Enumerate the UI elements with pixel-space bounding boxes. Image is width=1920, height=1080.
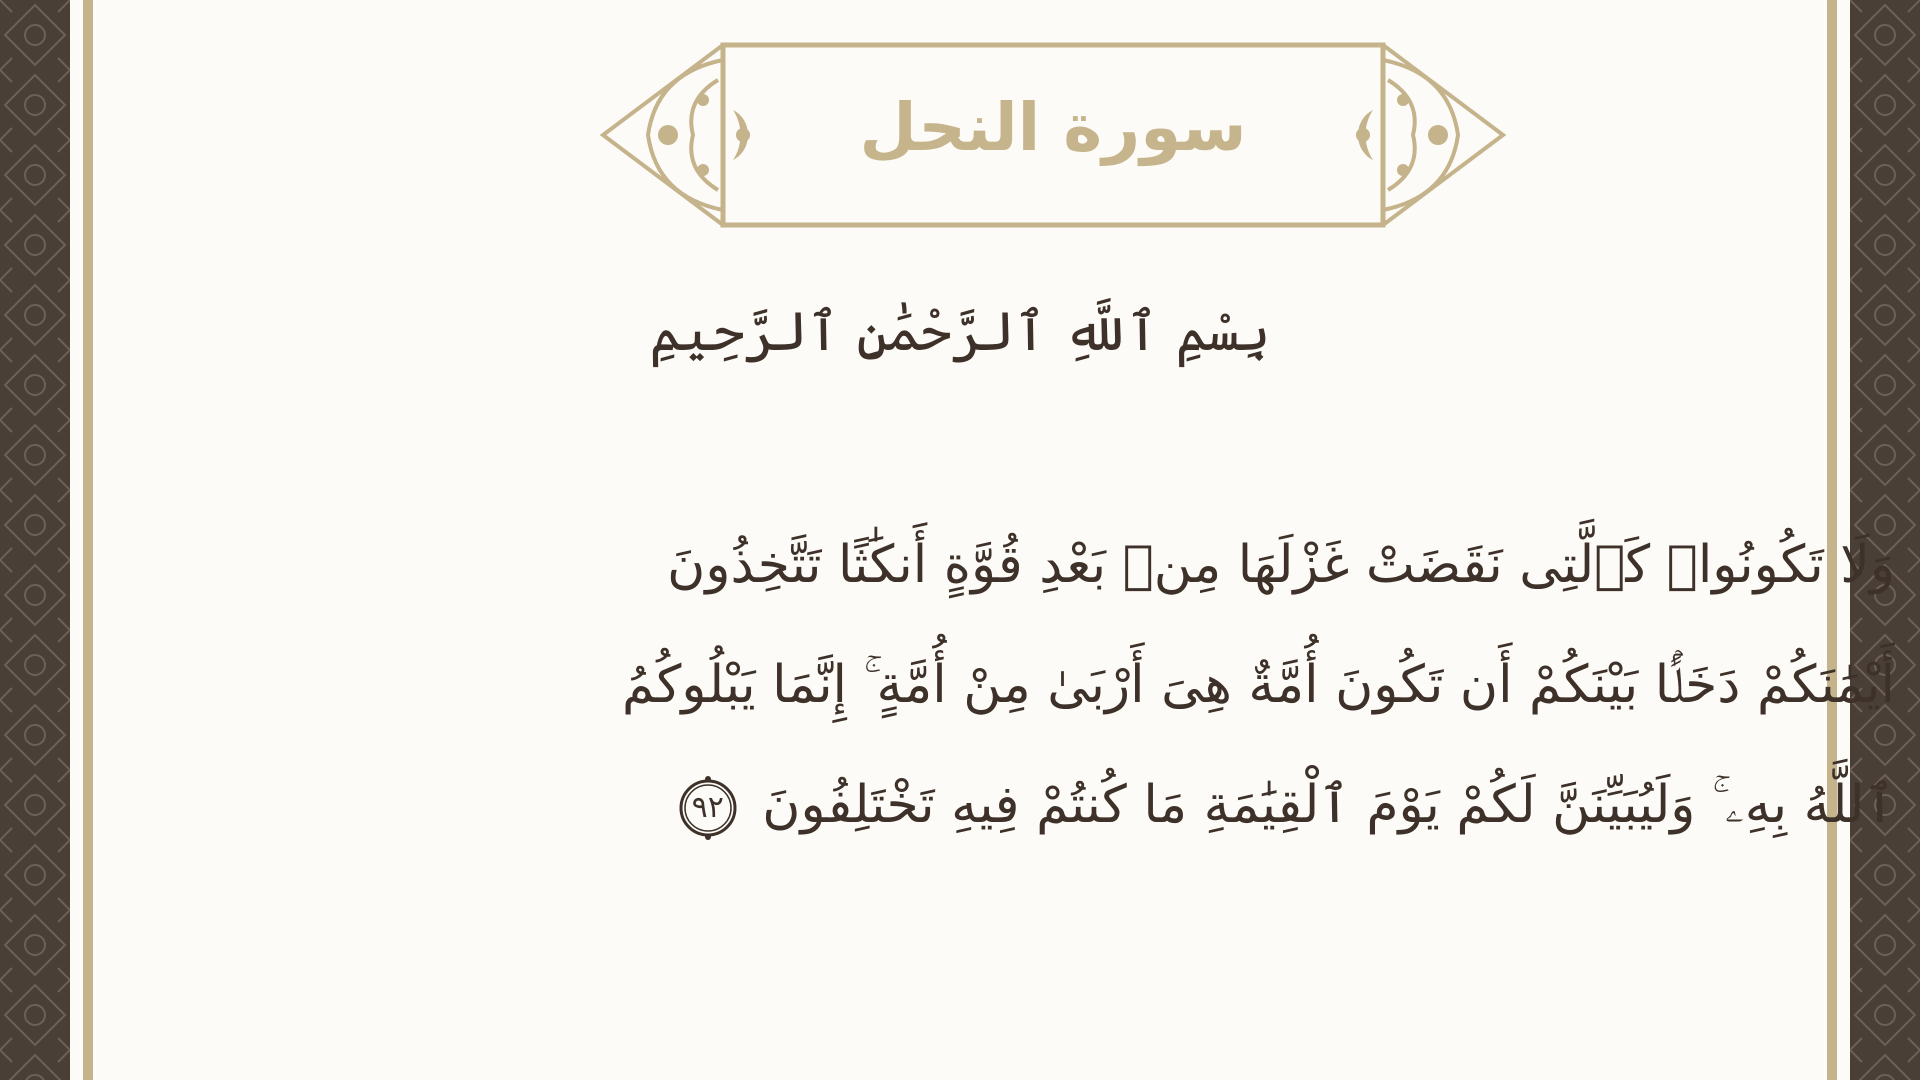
- ayah-number-marker: [676, 776, 740, 840]
- verse-line-3-text: ٱللَّهُ بِهِۦ ۚ وَلَيُبَيِّنَنَّ لَكُمْ يَوْمَ ٱلْقِيَٰمَةِ مَا كُنتُمْ فِيهِ تَخْتَلِفُونَ: [762, 775, 1895, 835]
- surah-header: [593, 40, 1513, 230]
- verse-line-3: [373, 745, 1895, 865]
- verse-line-2: أَيْمَٰنَكُمْ دَخَلًۢا بَيْنَكُمْ أَن تَكُونَ أُمَّةٌ هِىَ أَرْبَىٰ مِنْ أُمَّةٍ ۚ إِنَّمَا يَبْلُوكُمُ: [622, 655, 1895, 715]
- surah-title: سورة النحل: [859, 89, 1247, 166]
- left-ornamental-border: [0, 0, 70, 1080]
- page: [93, 0, 1895, 1080]
- verse-text: [373, 505, 1895, 865]
- left-gold-rule: [83, 0, 93, 1080]
- basmala-calligraphy: بِسْمِ ٱللَّهِ ٱلرَّحْمَٰنِ ٱلرَّحِيمِ: [649, 300, 1271, 363]
- ayah-number: ٩٢: [691, 790, 724, 825]
- geometric-pattern-icon: [0, 0, 70, 1080]
- verse-line-1: وَلَا تَكُونُوا۟ كَٱلَّتِى نَقَضَتْ غَزْلَهَا مِنۢ بَعْدِ قُوَّةٍ أَنكَٰثًا تَتَّخِذُونَ: [667, 535, 1895, 595]
